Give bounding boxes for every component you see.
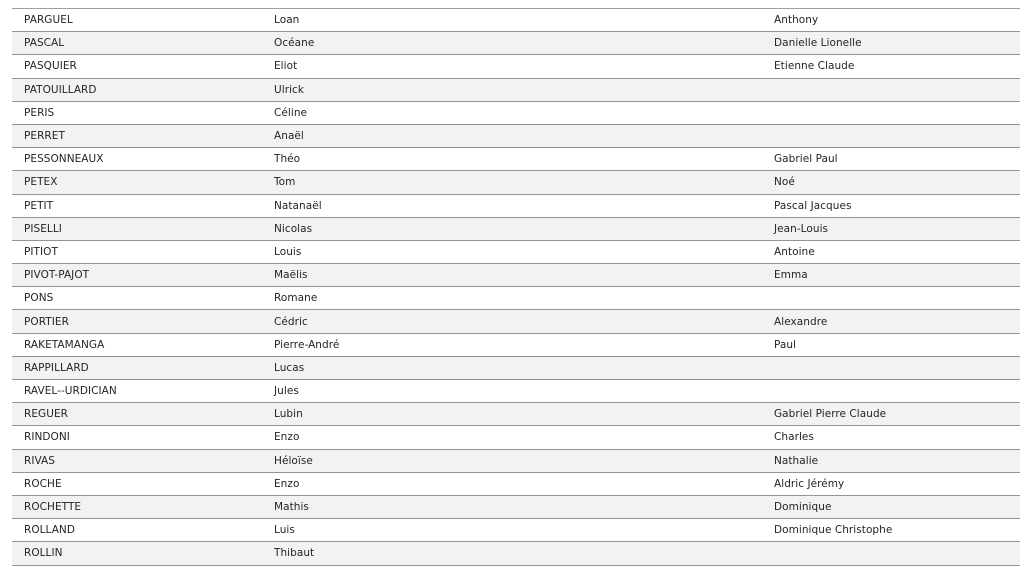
first-name-cell: Pierre-André	[262, 333, 762, 356]
other-names-cell	[762, 101, 1020, 124]
other-names-cell	[762, 356, 1020, 379]
last-name-cell: RINDONI	[12, 426, 262, 449]
last-name-cell: PERRET	[12, 124, 262, 147]
first-name-cell: Cédric	[262, 310, 762, 333]
other-names-cell	[762, 287, 1020, 310]
first-name-cell: Tom	[262, 171, 762, 194]
last-name-cell: PATOUILLARD	[12, 78, 262, 101]
last-name-cell: RIVAS	[12, 449, 262, 472]
last-name-cell: PORTIER	[12, 310, 262, 333]
other-names-cell	[762, 380, 1020, 403]
table-row	[12, 124, 1020, 147]
last-name-cell: PISELLI	[12, 217, 262, 240]
last-name-cell: ROLLAND	[12, 519, 262, 542]
last-name-cell: PESSONNEAUX	[12, 148, 262, 171]
first-name-cell: Luis	[262, 519, 762, 542]
first-name-cell: Mathis	[262, 495, 762, 518]
first-name-cell: Jules	[262, 380, 762, 403]
table-row	[12, 519, 1020, 542]
last-name-cell: PASCAL	[12, 32, 262, 55]
other-names-cell: Jean-Louis	[762, 217, 1020, 240]
last-name-cell: PETEX	[12, 171, 262, 194]
first-name-cell: Romane	[262, 287, 762, 310]
table-row	[12, 194, 1020, 217]
last-name-cell: REGUER	[12, 403, 262, 426]
table-row	[12, 333, 1020, 356]
table-row	[12, 32, 1020, 55]
table-row	[12, 380, 1020, 403]
last-name-cell: PIVOT-PAJOT	[12, 264, 262, 287]
first-name-cell: Céline	[262, 101, 762, 124]
last-name-cell: RAKETAMANGA	[12, 333, 262, 356]
table-row	[12, 310, 1020, 333]
names-table-container	[12, 8, 1020, 566]
last-name-cell: PITIOT	[12, 240, 262, 263]
other-names-cell: Nathalie	[762, 449, 1020, 472]
other-names-cell: Dominique	[762, 495, 1020, 518]
table-row	[12, 449, 1020, 472]
first-name-cell: Océane	[262, 32, 762, 55]
last-name-cell: PERIS	[12, 101, 262, 124]
table-body	[12, 9, 1020, 566]
first-name-cell: Héloïse	[262, 449, 762, 472]
first-name-cell: Maëlis	[262, 264, 762, 287]
first-name-cell: Ulrick	[262, 78, 762, 101]
first-name-cell: Thibaut	[262, 542, 762, 565]
other-names-cell: Pascal Jacques	[762, 194, 1020, 217]
other-names-cell	[762, 542, 1020, 565]
table-row	[12, 472, 1020, 495]
table-row	[12, 101, 1020, 124]
other-names-cell: Dominique Christophe	[762, 519, 1020, 542]
table-row	[12, 55, 1020, 78]
first-name-cell: Natanaël	[262, 194, 762, 217]
first-name-cell: Lucas	[262, 356, 762, 379]
table-row	[12, 287, 1020, 310]
last-name-cell: PASQUIER	[12, 55, 262, 78]
table-row	[12, 9, 1020, 32]
first-name-cell: Lubin	[262, 403, 762, 426]
other-names-cell: Danielle Lionelle	[762, 32, 1020, 55]
first-name-cell: Enzo	[262, 426, 762, 449]
last-name-cell: ROCHE	[12, 472, 262, 495]
table-row	[12, 148, 1020, 171]
last-name-cell: ROLLIN	[12, 542, 262, 565]
table-row	[12, 78, 1020, 101]
other-names-cell: Gabriel Pierre Claude	[762, 403, 1020, 426]
table-row	[12, 171, 1020, 194]
other-names-cell	[762, 124, 1020, 147]
table-row	[12, 356, 1020, 379]
last-name-cell: PETIT	[12, 194, 262, 217]
other-names-cell: Gabriel Paul	[762, 148, 1020, 171]
table-row	[12, 495, 1020, 518]
other-names-cell: Anthony	[762, 9, 1020, 32]
first-name-cell: Eliot	[262, 55, 762, 78]
other-names-cell: Emma	[762, 264, 1020, 287]
table-row	[12, 426, 1020, 449]
table-row	[12, 217, 1020, 240]
first-name-cell: Louis	[262, 240, 762, 263]
last-name-cell: RAPPILLARD	[12, 356, 262, 379]
other-names-cell: Alexandre	[762, 310, 1020, 333]
first-name-cell: Théo	[262, 148, 762, 171]
other-names-cell: Charles	[762, 426, 1020, 449]
first-name-cell: Anaël	[262, 124, 762, 147]
other-names-cell: Aldric Jérémy	[762, 472, 1020, 495]
names-table	[12, 8, 1020, 566]
other-names-cell	[762, 78, 1020, 101]
first-name-cell: Enzo	[262, 472, 762, 495]
last-name-cell: PONS	[12, 287, 262, 310]
table-row	[12, 240, 1020, 263]
table-row	[12, 264, 1020, 287]
first-name-cell: Nicolas	[262, 217, 762, 240]
first-name-cell: Loan	[262, 9, 762, 32]
last-name-cell: ROCHETTE	[12, 495, 262, 518]
last-name-cell: PARGUEL	[12, 9, 262, 32]
other-names-cell: Noé	[762, 171, 1020, 194]
other-names-cell: Paul	[762, 333, 1020, 356]
other-names-cell: Antoine	[762, 240, 1020, 263]
last-name-cell: RAVEL--URDICIAN	[12, 380, 262, 403]
table-row	[12, 542, 1020, 565]
table-row	[12, 403, 1020, 426]
other-names-cell: Etienne Claude	[762, 55, 1020, 78]
